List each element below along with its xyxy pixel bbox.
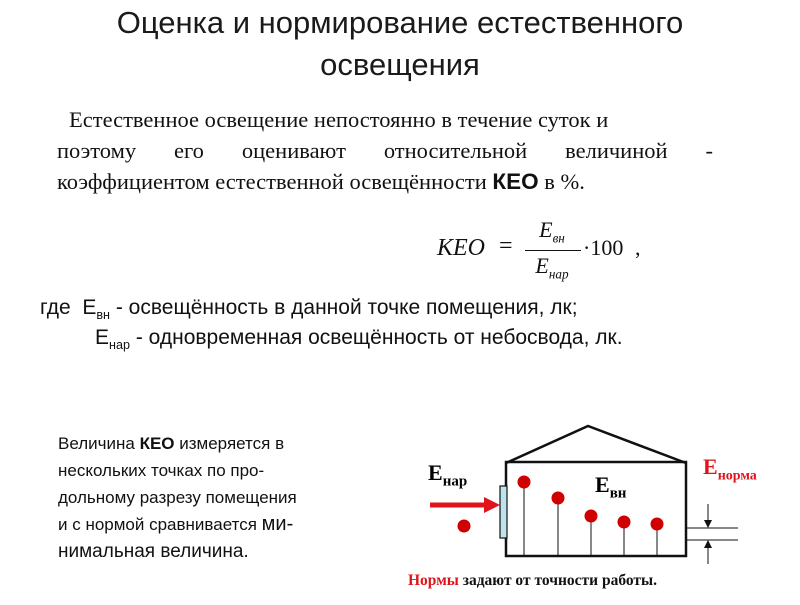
e-norma-label-sub: норма [717, 468, 757, 484]
note-line-1 [58, 430, 358, 457]
roof-outline [506, 426, 686, 463]
note-line-4-b: ми- [261, 513, 294, 535]
e-nar-label [428, 460, 467, 490]
numerator-e: Е [539, 217, 553, 242]
measurement-note [58, 430, 358, 565]
formula-comma: , [635, 235, 641, 260]
e-vn-label [595, 472, 626, 502]
note-line-1-post: измеряется в [174, 434, 285, 453]
note-line-1-pre: Величина [58, 434, 140, 453]
measurement-point-5 [651, 518, 664, 531]
note-keo-bold: КЕО [139, 434, 175, 453]
intro-line-2: поэтому его оценивают относительной величиной - [57, 138, 713, 163]
denominator-sub: нар [548, 266, 569, 282]
note-line-3: дольному разрезу помещения [58, 488, 297, 507]
note-line-4 [58, 511, 358, 538]
norms-caption-rest: задают от точности работы. [458, 572, 657, 589]
e-nar-symbol: Е [95, 326, 110, 349]
note-line-4-a: и с нормой сравнивается [58, 515, 262, 534]
formula-mult: ·100 [583, 235, 624, 260]
e-nar-description: - одновременная освещённость от небосвода, лк. [129, 326, 623, 349]
intro-line-1: Естественное освещение непостоянно в течение суток и [69, 107, 609, 132]
e-vn-description: - освещённость в данной точке помещения, лк; [110, 296, 578, 319]
numerator-sub: вн [552, 230, 565, 246]
note-line-5: нимальная величина. [58, 541, 249, 562]
keo-formula [437, 217, 657, 287]
formula-lhs: КЕО [437, 235, 485, 261]
page-title [0, 2, 800, 86]
intro-paragraph [57, 104, 713, 197]
e-norma-label [703, 454, 757, 484]
e-vn-symbol: Е [82, 296, 97, 319]
where-line-1 [40, 296, 578, 322]
title-line-2: освещения [320, 47, 480, 82]
title-line-1: Оценка и нормирование естественного [116, 5, 684, 40]
formula-numerator [523, 217, 581, 246]
e-nar-sub: нар [109, 338, 130, 353]
norm-arrowhead-top [704, 520, 712, 528]
e-vn-sub: вн [96, 308, 110, 323]
keo-bold: КЕО [492, 169, 539, 194]
where-prefix: где [40, 296, 71, 319]
measurement-point-3 [585, 510, 598, 523]
intro-line-3 [57, 166, 713, 197]
formula-equals: = [499, 233, 513, 259]
outdoor-point [458, 520, 471, 533]
measurement-point-2 [552, 492, 565, 505]
measurement-point-1 [518, 476, 531, 489]
norms-caption-red: Нормы [408, 572, 459, 589]
e-nar-label-sub: нар [442, 473, 468, 490]
measurement-point-4 [618, 516, 631, 529]
e-vn-label-main: Е [595, 472, 610, 497]
intro-line-3-text: коэффициентом естественной освещённости [57, 169, 493, 194]
fraction-bar [525, 250, 581, 251]
norms-caption [408, 572, 657, 590]
note-line-2: нескольких точках по про- [58, 461, 265, 480]
where-line-2 [95, 326, 623, 352]
norm-arrowhead-bottom [704, 540, 712, 548]
light-arrow-head [484, 497, 500, 513]
denominator-e: Е [535, 253, 549, 278]
formula-denominator [523, 253, 581, 282]
room-diagram [398, 420, 798, 600]
intro-line-3-end: в %. [538, 169, 585, 194]
window [500, 486, 507, 538]
e-vn-label-sub: вн [609, 485, 627, 502]
e-norma-label-main: Е [703, 454, 718, 479]
e-nar-label-main: Е [428, 460, 443, 485]
